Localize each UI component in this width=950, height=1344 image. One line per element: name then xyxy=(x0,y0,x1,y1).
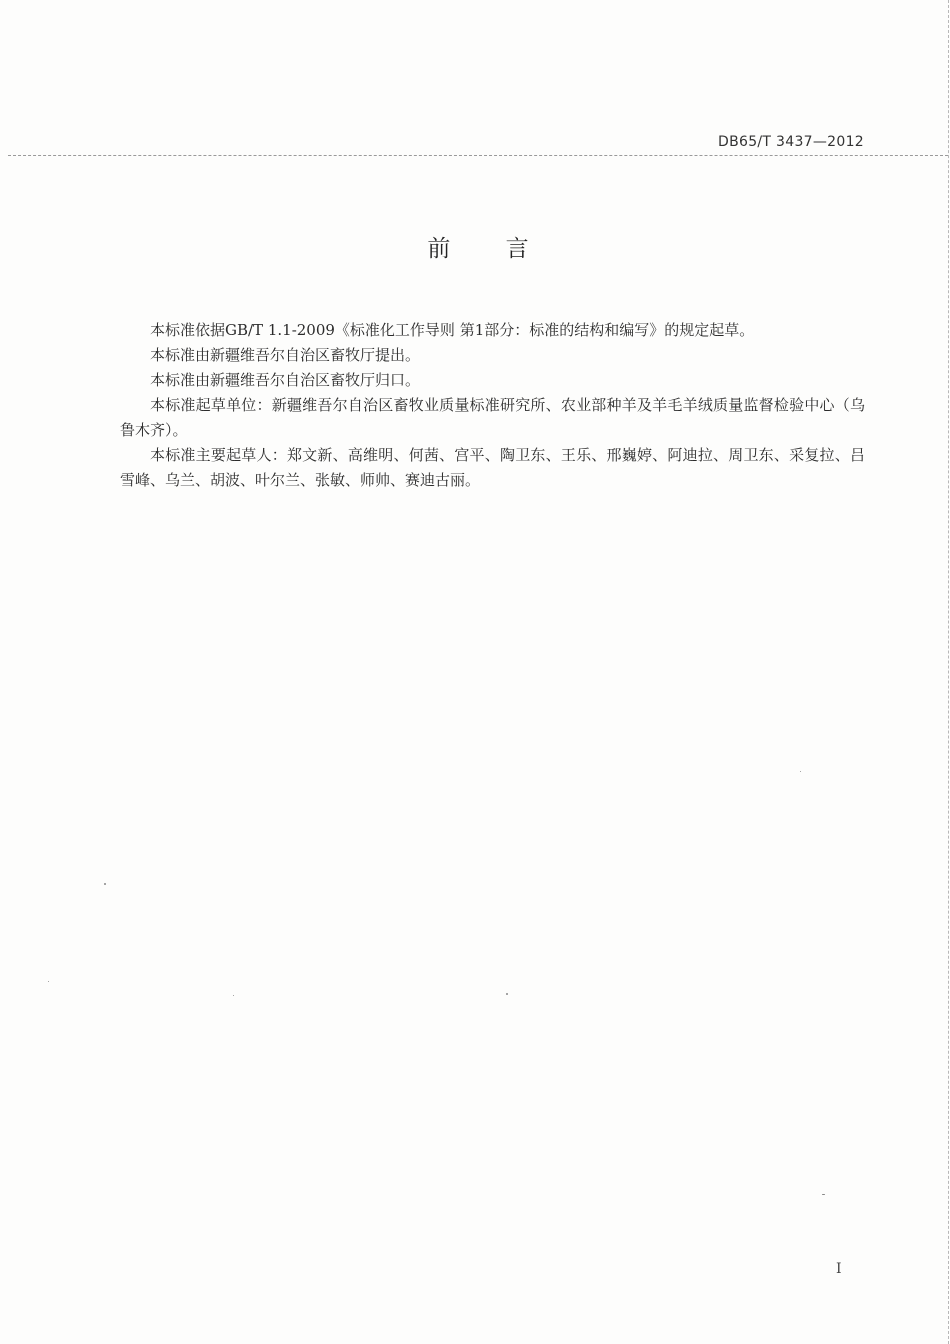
paragraph-centralized-by: 本标准由新疆维吾尔自治区畜牧厅归口。 xyxy=(150,371,421,389)
scan-speck xyxy=(233,995,234,996)
paragraph-drafting-units: 本标准起草单位：新疆维吾尔自治区畜牧业质量标准研究所、农业部种羊及羊毛羊绒质量监督检验中心（乌鲁木齐）。 xyxy=(120,396,865,439)
standard-code: DB65/T 3437—2012 xyxy=(718,134,864,150)
paragraph-proposed-by: 本标准由新疆维吾尔自治区畜牧厅提出。 xyxy=(150,346,421,364)
page-number: I xyxy=(836,1261,842,1277)
scan-speck xyxy=(800,771,801,772)
scan-speck xyxy=(104,883,106,885)
scan-speck xyxy=(822,1194,825,1195)
paragraph-drafting-basis: 本标准依据GB/T 1.1-2009《标准化工作导则 第1部分：标准的结构和编写》的规定起草。 xyxy=(150,321,755,339)
header-rule xyxy=(8,155,948,156)
paragraph-main-drafters: 本标准主要起草人：郑文新、高维明、何茜、宫平、陶卫东、王乐、邢巍婷、阿迪拉、周卫东、采复拉、吕雪峰、乌兰、胡波、叶尔兰、张敏、师帅、赛迪古丽。 xyxy=(120,446,865,489)
scan-speck xyxy=(48,981,49,982)
scan-edge xyxy=(948,0,949,1344)
scan-speck xyxy=(506,993,508,995)
foreword-body xyxy=(120,318,865,493)
page-title: 前 言 xyxy=(427,236,553,262)
